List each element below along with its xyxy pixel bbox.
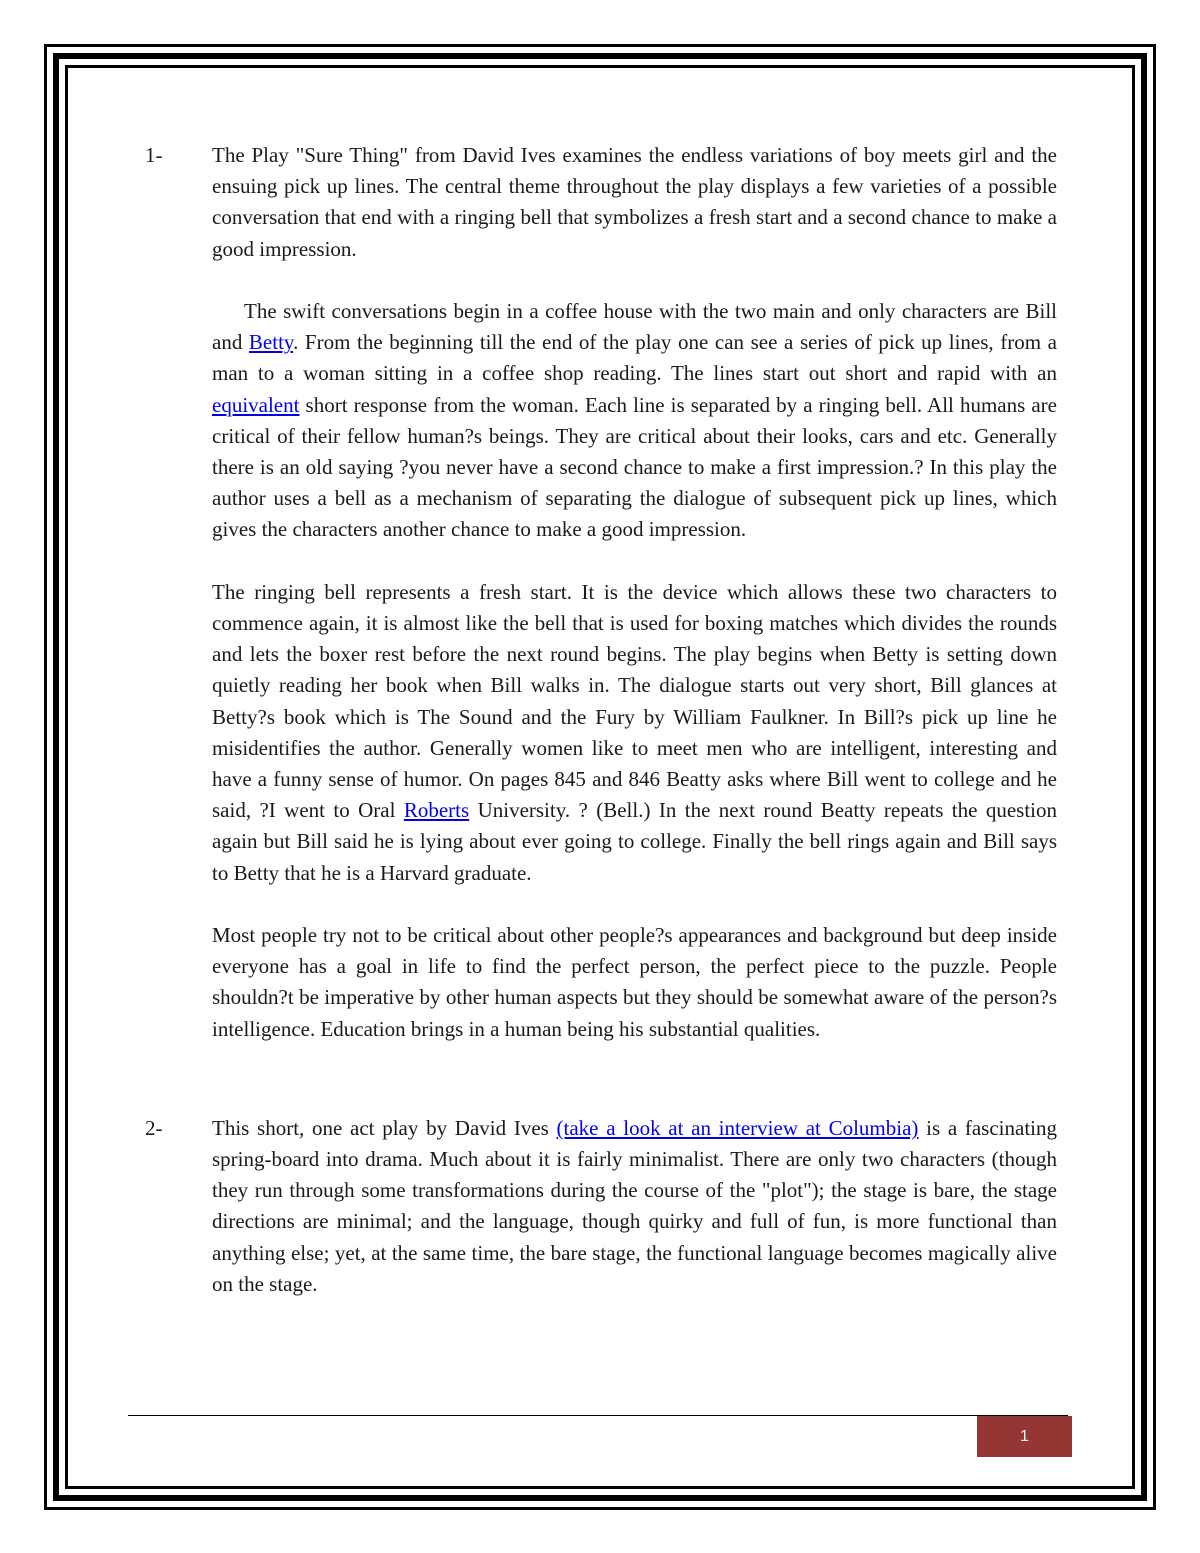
roberts-link[interactable]: Roberts bbox=[403, 798, 470, 823]
paragraph-text: Most people try not to be critical about other people?s appearances and background but deep inside everyone has a goal in life to find the perfect person, the perfect piece to the puzzle. People shouldn?t be imperative by other human aspects but they should be somewhat aware of the person?s intelligence. Education brings in a human being his substantial qualities. bbox=[212, 923, 1057, 1041]
paragraph-text: short response from the woman. Each line is separated by a ringing bell. All humans are critical of their fellow human?s beings. They are critical about their looks, cars and etc. Generally there is an old saying ?you never have a second chance to make a first impression.? In this play the author uses a bell as a mechanism of separating the dialogue of subsequent pick up lines, which gives the characters another chance to make a good impression. bbox=[212, 392, 1057, 542]
list-item-2 bbox=[145, 1113, 1057, 1300]
paragraph-text: is a fascinating spring-board into drama. Much about it is fairly minimalist. There are only two characters (though they run through some transformations during the course of the "plot"); the stage is bare, the stage directions are minimal; and the language, though quirky and full of fun, is more functional than anything else; yet, at the same time, the bare stage, the functional language becomes magically alive on the stage. bbox=[212, 1115, 1057, 1296]
paragraph-4 bbox=[212, 920, 1057, 1045]
page-number-badge bbox=[977, 1416, 1072, 1457]
paragraph-text: The swift conversations begin in a coffee house with the two main and only characters are Bill and bbox=[212, 299, 1057, 355]
paragraph-text: This short, one act play by David Ives bbox=[212, 1115, 557, 1140]
paragraph-text: . From the beginning till the end of the play one can see a series of pick up lines, from a man to a woman sitting in a coffee shop reading. The lines start out short and rapid with an bbox=[212, 330, 1057, 386]
paragraph-text: The ringing bell represents a fresh start. It is the device which allows these two characters to commence again, it is almost like the bell that is used for boxing matches which divides the rounds and lets the boxer rest before the next round begins. The play begins when Betty is setting down quietly reading her book when Bill walks in. The dialogue starts out very short, Bill glances at Betty?s book which is The Sound and the Fury by William Faulkner. In Bill?s pick up line he misidentifies the author. Generally women like to meet men who are intelligent, interesting and have a funny sense of humor. On pages 845 and 846 Beatty asks where Bill went to college and he said, ?I went to Oral bbox=[212, 579, 1057, 823]
betty-link[interactable]: Betty bbox=[248, 330, 294, 355]
list-item-number: 1- bbox=[145, 143, 163, 167]
document-body bbox=[145, 140, 1057, 1300]
page-number: 1 bbox=[1020, 1427, 1029, 1445]
footer-divider bbox=[128, 1415, 1068, 1416]
paragraph-2 bbox=[212, 296, 1057, 546]
paragraph-5 bbox=[212, 1113, 1057, 1300]
paragraph-text: The Play "Sure Thing" from David Ives examines the endless variations of boy meets girl and the ensuing pick up lines. The central theme throughout the play displays a few varieties of a possible conversation that end with a ringing bell that symbolizes a fresh start and a second chance to make a good impression. bbox=[212, 143, 1057, 261]
paragraph-text: University. ? (Bell.) In the next round Beatty repeats the question again but Bill said he is lying about ever going to college. Finally the bell rings again and Bill says to Betty that he is a Harvard graduate. bbox=[212, 798, 1057, 885]
columbia-interview-link[interactable]: (take a look at an interview at Columbia) bbox=[556, 1115, 919, 1140]
equivalent-link[interactable]: equivalent bbox=[212, 392, 300, 417]
list-item-number: 2- bbox=[145, 1115, 163, 1140]
paragraph-3 bbox=[212, 577, 1057, 889]
list-item-1 bbox=[145, 140, 1057, 1045]
paragraph-1 bbox=[212, 140, 1057, 265]
